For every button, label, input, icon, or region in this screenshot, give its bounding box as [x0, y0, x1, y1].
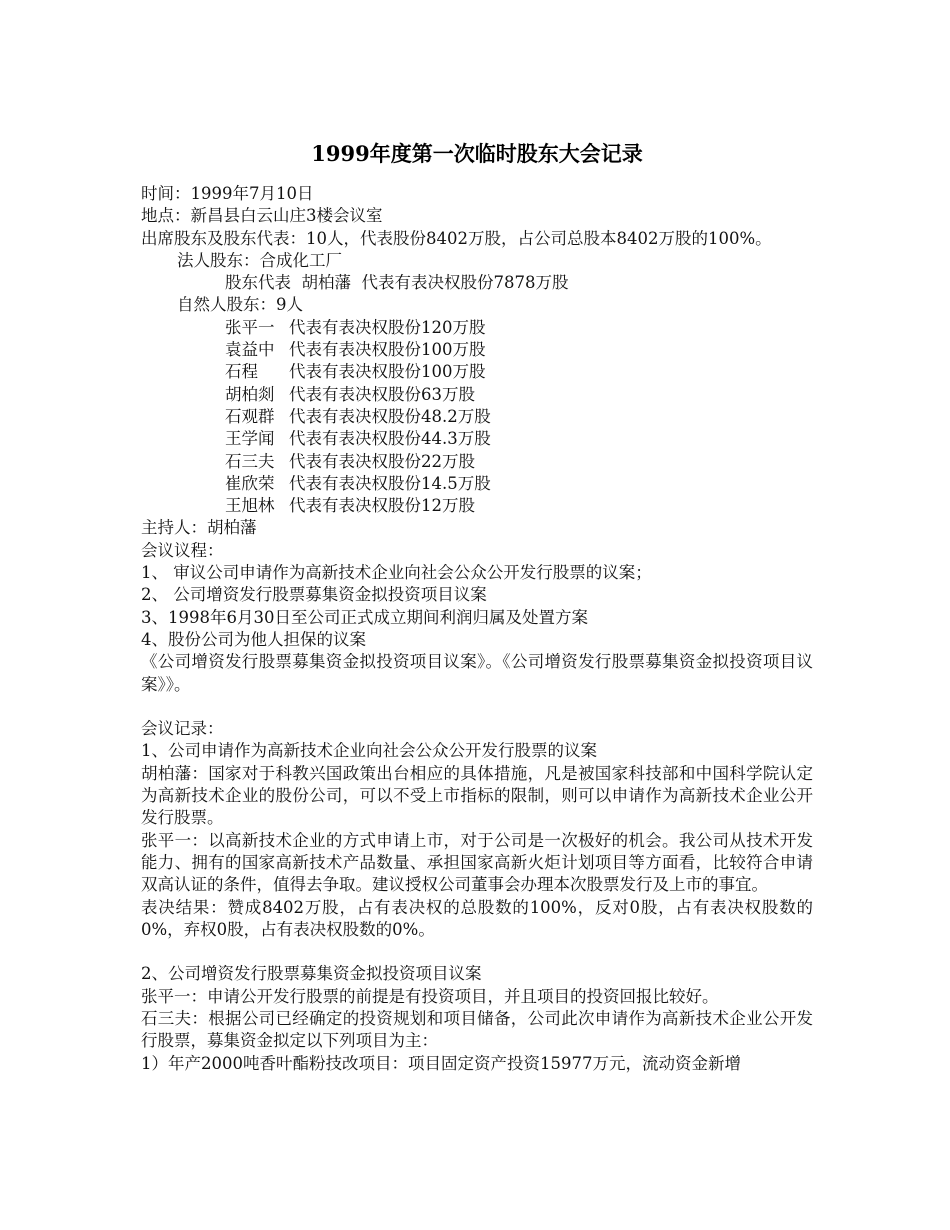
- paragraph: 胡柏藩：国家对于科教兴国政策出台相应的具体措施，凡是被国家科技部和中国科学院认定为高新技术企业的股份公司，可以不受上市指标的限制，则可以申请作为高新技术企业公开发行股票。: [141, 763, 813, 828]
- shareholder-shares: 代表有表决权股份120万股: [289, 317, 486, 337]
- shareholder-row: [141, 384, 813, 406]
- shareholder-row: [141, 428, 813, 450]
- shareholder-name: 张平一: [225, 317, 275, 337]
- meeting-place: 地点：新昌县白云山庄3楼会议室: [141, 206, 383, 226]
- shareholder-shares: 代表有表决权股份14.5万股: [289, 473, 491, 493]
- paragraph: 1）年产2000吨香叶酯粉技改项目：项目固定资产投资15977万元，流动资金新增: [141, 1053, 741, 1073]
- agenda-item: 2、 公司增资发行股票募集资金拟投资项目议案: [141, 585, 487, 605]
- shareholder-shares: 代表有表决权股份12万股: [289, 496, 475, 516]
- shareholder-row: [141, 361, 813, 383]
- vote-result: 表决结果：赞成8402万股，占有表决权的总股数的100%，反对0股，占有表决权股数的0%，弃权0股，占有表决权股数的0%。: [141, 897, 813, 939]
- shareholder-name: 石程: [225, 362, 258, 382]
- agenda-item: 1、 审议公司申请作为高新技术企业向社会公众公开发行股票的议案；: [141, 563, 652, 583]
- meeting-attendance: 出席股东及股东代表：10人，代表股份8402万股，占公司总股本8402万股的100%。: [141, 228, 772, 248]
- legal-representative: 股东代表 胡柏藩 代表有表决权股份7878万股: [225, 273, 569, 293]
- spacer: [141, 696, 813, 718]
- agenda-label: 会议议程：: [141, 540, 224, 560]
- shareholder-shares: 代表有表决权股份100万股: [289, 340, 486, 360]
- agenda-item: 3、1998年6月30日至公司正式成立期间利润归属及处置方案: [141, 607, 588, 627]
- shareholder-row: [141, 451, 813, 473]
- shareholder-name: 石观群: [225, 406, 275, 426]
- agenda-note: 《公司增资发行股票募集资金拟投资项目议案》。《公司增资发行股票募集资金拟投资项目议案》》。: [141, 652, 813, 694]
- records-label: 会议记录：: [141, 719, 224, 739]
- section-title: 1、公司申请作为高新技术企业向社会公众公开发行股票的议案: [141, 741, 597, 761]
- legal-shareholder: 法人股东：合成化工厂: [177, 250, 342, 270]
- paragraph: 张平一：申请公开发行股票的前提是有投资项目，并且项目的投资回报比较好。: [141, 986, 719, 1006]
- document-title: 1999年度第一次临时股东大会记录: [311, 141, 643, 166]
- shareholder-row: [141, 495, 813, 517]
- agenda-item: 4、股份公司为他人担保的议案: [141, 629, 366, 649]
- shareholder-row: [141, 317, 813, 339]
- shareholder-name: 石三夫: [225, 451, 275, 471]
- paragraph: 石三夫：根据公司已经确定的投资规划和项目储备，公司此次申请作为高新技术企业公开发行股票，募集资金拟定以下列项目为主：: [141, 1008, 813, 1051]
- spacer: [141, 941, 813, 963]
- shareholder-name: 袁益中: [225, 340, 275, 360]
- shareholder-name: 崔欣荣: [225, 473, 275, 493]
- shareholder-name: 王学闻: [225, 429, 275, 449]
- shareholder-shares: 代表有表决权股份100万股: [289, 362, 486, 382]
- natural-shareholders-label: 自然人股东：9人: [177, 295, 303, 315]
- shareholder-shares: 代表有表决权股份48.2万股: [289, 406, 491, 426]
- meeting-host: 主持人：胡柏藩: [141, 518, 257, 538]
- shareholder-row: [141, 473, 813, 495]
- section-title: 2、公司增资发行股票募集资金拟投资项目议案: [141, 964, 482, 984]
- shareholder-name: 胡柏剡: [225, 384, 275, 404]
- shareholder-row: [141, 339, 813, 361]
- shareholder-shares: 代表有表决权股份44.3万股: [289, 429, 491, 449]
- shareholder-shares: 代表有表决权股份22万股: [289, 451, 475, 471]
- paragraph: 张平一：以高新技术企业的方式申请上市，对于公司是一次极好的机会。我公司从技术开发能力、拥有的国家高新技术产品数量、承担国家高新火炬计划项目等方面看，比较符合申请双高认证的条件，值得去争取。建议授权公司董事会办理本次股票发行及上市的事宜。: [141, 830, 813, 895]
- shareholder-row: [141, 406, 813, 428]
- document-body: [141, 183, 813, 1075]
- shareholder-name: 王旭林: [225, 496, 275, 516]
- shareholder-shares: 代表有表决权股份63万股: [289, 384, 475, 404]
- meeting-time: 时间：1999年7月10日: [141, 184, 314, 203]
